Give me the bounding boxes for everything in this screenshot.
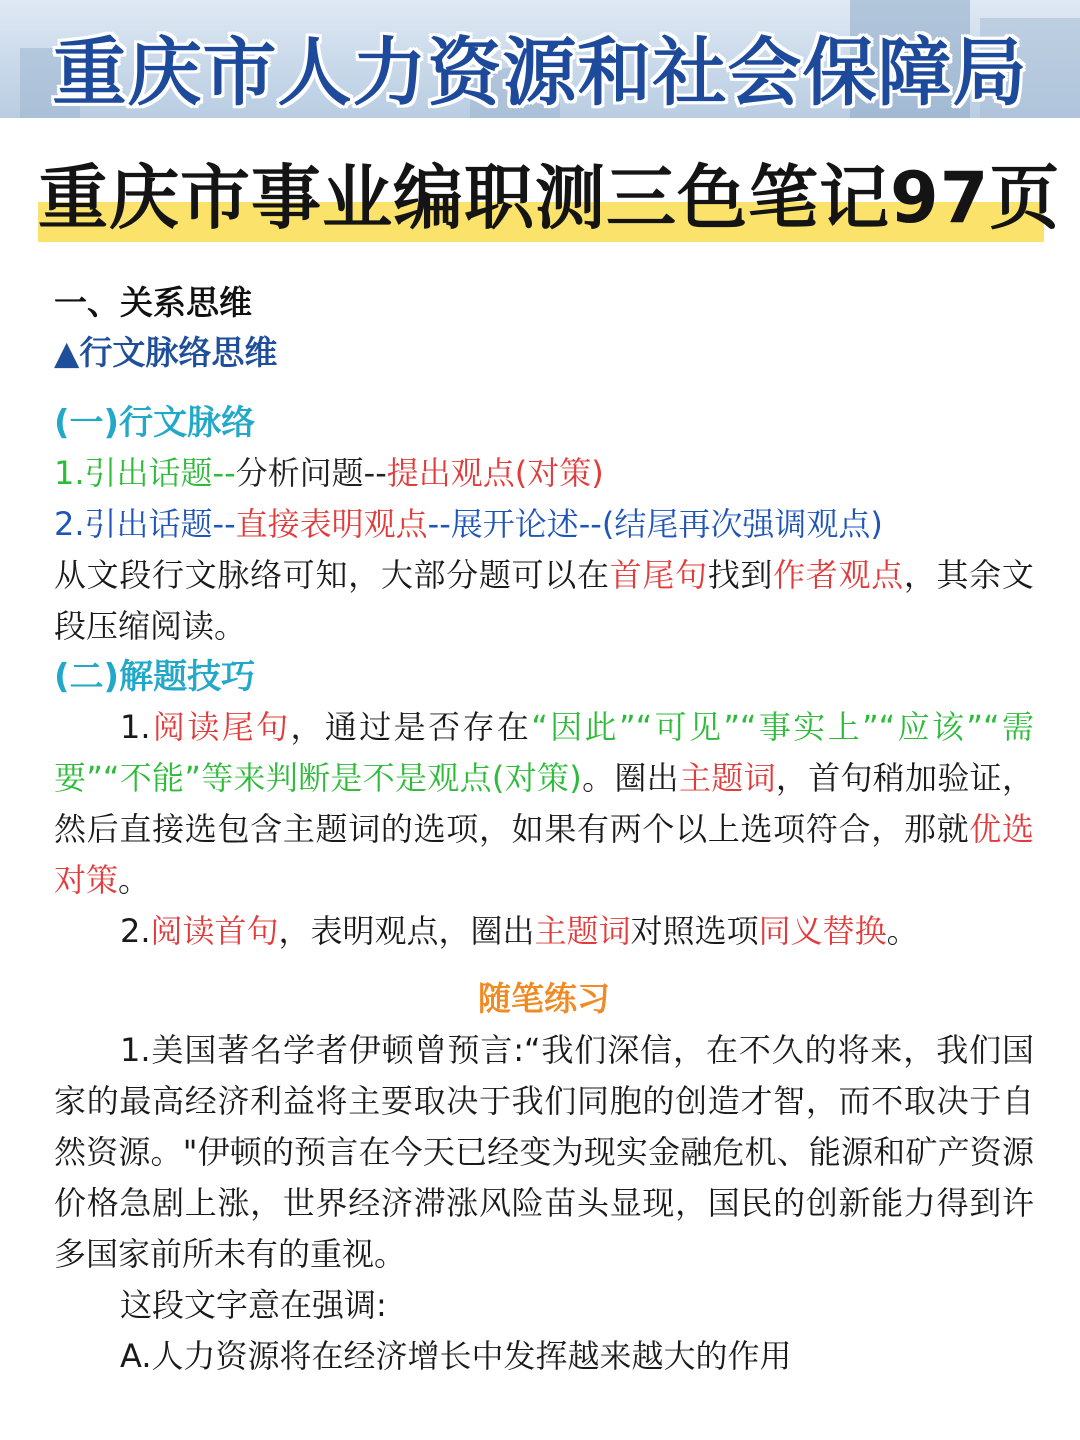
tip-2: 2.阅读首句，表明观点，圈出主题词对照选项同义替换。 (120, 912, 919, 950)
structure-line-2: 2.引出话题--直接表明观点--展开论述--(结尾再次强调观点) (54, 505, 883, 543)
practice-option-a: A.人力资源将在经济增长中发挥越来越大的作用 (120, 1337, 792, 1375)
part1-heading: (一)行文脉络 (54, 403, 256, 443)
section-heading: 一、关系思维 (54, 283, 252, 322)
practice-question-1: 1.美国著名学者伊顿曾预言:“我们深信，在不久的将来，我们国家的最高经济利益将主要取决于我们同胞的创造才智，而不取决于自然资源。"伊顿的预言在今天已经变为现实金融危机、能源和矿产资源价格急剧上涨，世界经济滞涨风险苗头显现，国民的创新能力得到许多国家前所未有的重视。 (54, 1031, 1034, 1273)
main-title-block (38, 148, 1061, 248)
tip-1: 1.阅读尾句，通过是否存在“因此”“可见”“事实上”“应该”“需要”“不能”等来判断是不是观点(对策)。圈出主题词，首句稍加验证，然后直接选包含主题词的选项，如果有两个以上选项符合，那就优选对策。 (54, 708, 1034, 899)
structure-summary: 从文段行文脉络可知，大部分题可以在首尾句找到作者观点，其余文段压缩阅读。 (54, 556, 1034, 645)
banner-title: 重庆市人力资源和社会保障局 (52, 30, 1028, 116)
part2-heading: (二)解题技巧 (54, 657, 256, 697)
main-title: 重庆市事业编职测三色笔记97页 (38, 157, 1061, 239)
notes-content (54, 278, 1034, 1382)
header-banner (0, 0, 1080, 118)
practice-prompt: 这段文字意在强调: (120, 1286, 387, 1324)
section-subheading: ▲行文脉络思维 (54, 333, 278, 372)
structure-line-1: 1.引出话题--分析问题--提出观点(对策) (54, 454, 604, 492)
practice-heading: 随笔练习 (478, 979, 610, 1018)
